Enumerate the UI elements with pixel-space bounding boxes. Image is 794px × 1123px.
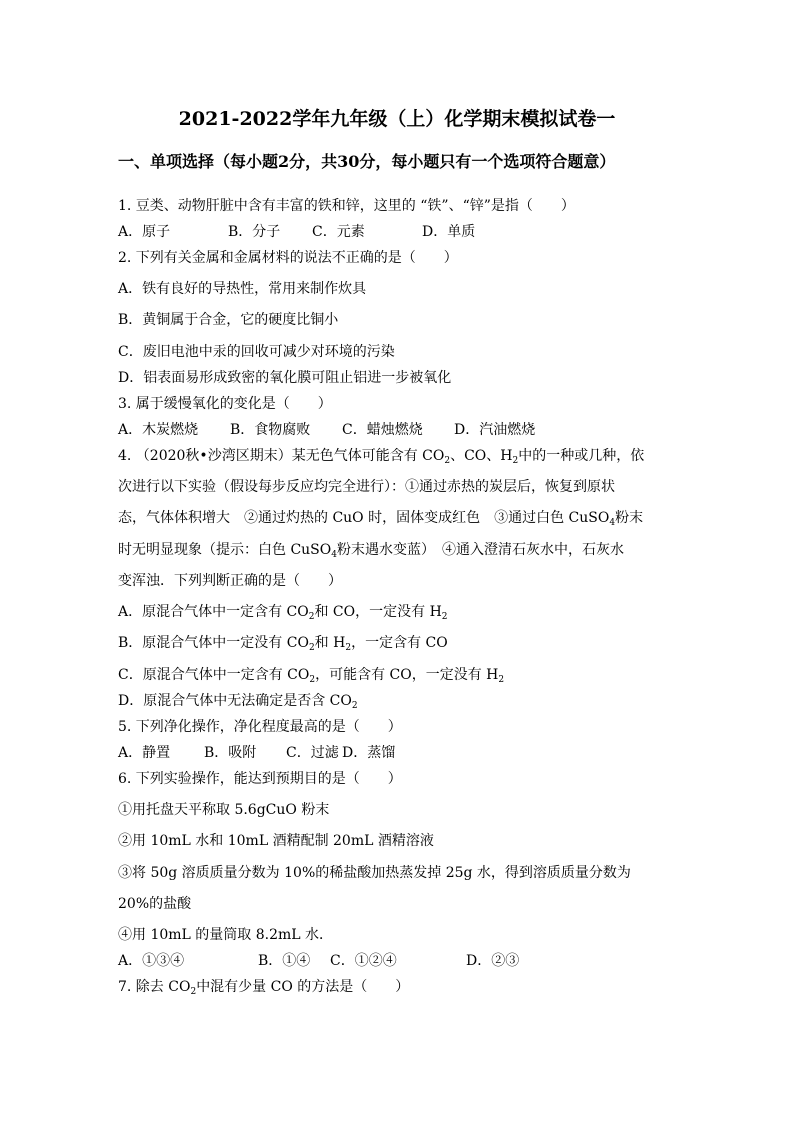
- option-b: B．吸附: [204, 745, 257, 761]
- question-1-options: [118, 222, 475, 242]
- question-6-item-3-line-2: 20%的盐酸: [118, 896, 192, 912]
- question-4-stem-line-4: 时无明显现象（提示：白色 CuSO$_4$粉末遇水变蓝） ④通入澄清石灰水中，石灰水: [118, 542, 624, 560]
- question-5-options: [118, 743, 395, 763]
- question-4-stem-line-2: 次进行以下实验（假设每步反应均完全进行）：①通过赤热的炭层后，恢复到原状: [118, 479, 615, 495]
- question-6-item-1: ①用托盘天平称取 5.6gCuO 粉末: [118, 802, 330, 818]
- question-5-stem: 5. 下列净化操作，净化程度最高的是（ ）: [118, 719, 402, 735]
- option-a: A．木炭燃烧: [118, 422, 199, 438]
- option-c: C．元素: [312, 224, 365, 240]
- option-a: A．①③④: [118, 953, 185, 969]
- question-6-item-2: ②用 10mL 水和 10mL 酒精配制 20mL 酒精溶液: [118, 833, 434, 849]
- option-c: C．①②④: [330, 953, 397, 969]
- question-2-option-c: C．废旧电池中汞的回收可减少对环境的污染: [118, 344, 395, 360]
- question-6-options: [118, 951, 519, 971]
- option-d: D．单质: [422, 224, 476, 240]
- question-1-stem: 1. 豆类、动物肝脏中含有丰富的铁和锌，这里的 “铁”、“锌”是指（ ）: [118, 198, 575, 214]
- question-4-option-a: A．原混合气体中一定含有 $CO_2$和 CO，一定没有 $H_2$: [118, 604, 448, 622]
- question-6-item-4: ④用 10mL 的量筒取 8.2mL 水．: [118, 927, 334, 943]
- question-4-stem-line-1: 4. （2020秋•沙湾区期末）某无色气体可能含有 $CO_2$、CO、$H_2$中的一种或几种，依: [118, 448, 645, 466]
- question-7-stem: 7. 除去 $CO_2$中混有少量 CO 的方法是（ ）: [118, 979, 410, 997]
- exam-title: 2021-2022学年九年级（上）化学期末模拟试卷一: [178, 108, 616, 130]
- question-4-option-d: D．原混合气体中无法确定是否含 $CO_2$: [118, 693, 358, 711]
- option-a: A．静置: [118, 745, 171, 761]
- question-4-stem-line-3: 态，气体体积增大 ②通过灼热的 CuO 时，固体变成红色 ③通过白色 CuSO$_4$粉末: [118, 510, 644, 528]
- question-3-options: [118, 420, 535, 440]
- section-heading: 一、单项选择（每小题2分，共30分，每小题只有一个选项符合题意）: [118, 152, 616, 171]
- option-d: D．②③: [466, 953, 520, 969]
- question-2-option-d: D．铝表面易形成致密的氧化膜可阻止铝进一步被氧化: [118, 370, 452, 386]
- question-3-stem: 3. 属于缓慢氧化的变化是（ ）: [118, 396, 332, 412]
- option-d: D．汽油燃烧: [454, 422, 536, 438]
- question-4-option-b: B．原混合气体中一定没有 $CO_2$和 $H_2$，一定含有 CO: [118, 635, 448, 653]
- question-2-option-a: A．铁有良好的导热性，常用来制作炊具: [118, 281, 367, 297]
- option-b: B．①④: [258, 953, 311, 969]
- question-4-stem-line-5: 变浑浊．下列判断正确的是（ ）: [118, 573, 342, 589]
- question-6-item-3-line-1: ③将 50g 溶质质量分数为 10%的稀盐酸加热蒸发掉 25g 水，得到溶质质量分数为: [118, 865, 631, 881]
- question-2-stem: 2. 下列有关金属和金属材料的说法不正确的是（ ）: [118, 250, 458, 266]
- option-d: D．蒸馏: [342, 745, 396, 761]
- option-b: B．分子: [228, 224, 281, 240]
- option-c: C．蜡烛燃烧: [342, 422, 423, 438]
- option-c: C．过滤: [286, 745, 339, 761]
- question-4-option-c: C．原混合气体中一定含有 $CO_2$，可能含有 CO，一定没有 $H_2$: [118, 667, 505, 685]
- option-a: A．原子: [118, 224, 171, 240]
- question-2-option-b: B．黄铜属于合金，它的硬度比铜小: [118, 312, 339, 328]
- option-b: B．食物腐败: [230, 422, 311, 438]
- question-6-stem: 6. 下列实验操作，能达到预期目的是（ ）: [118, 771, 402, 787]
